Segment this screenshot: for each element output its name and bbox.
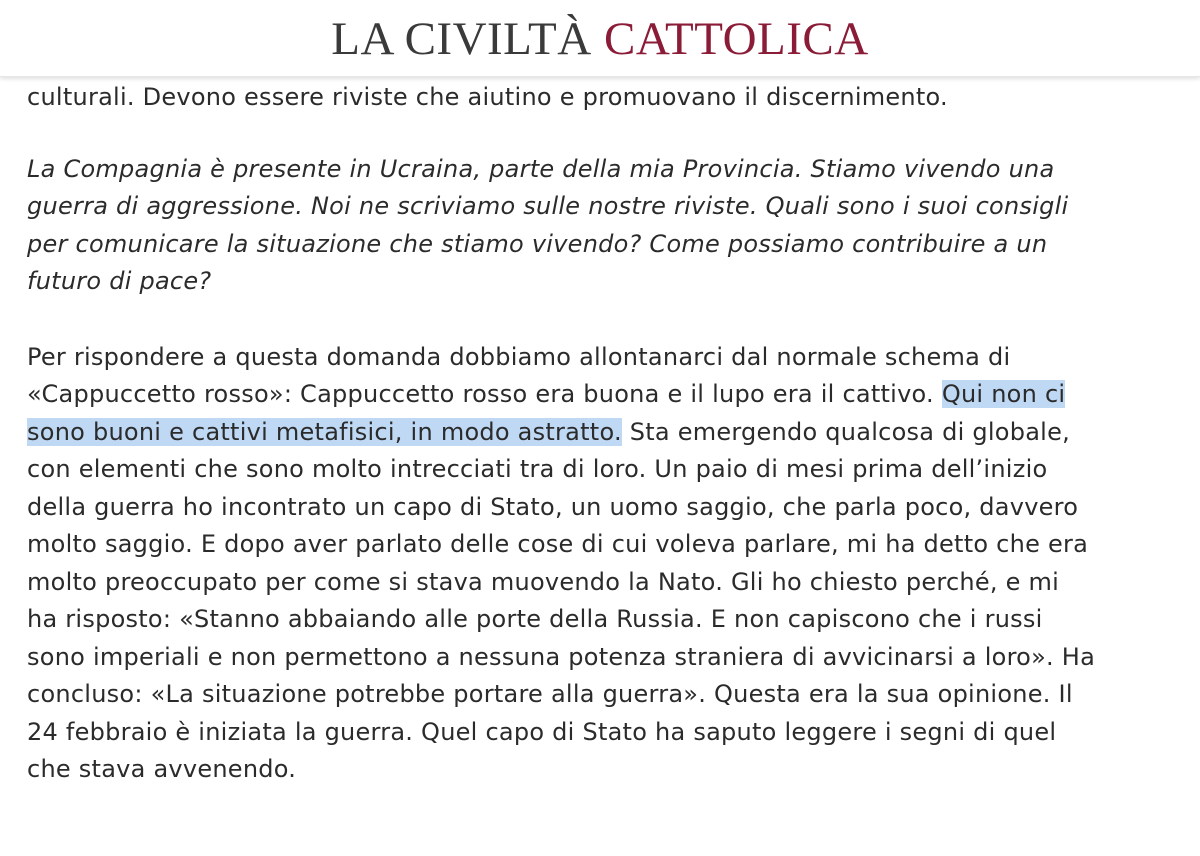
text-line: per comunicare la situazione che stiamo vivendo? Come possiamo contribuire a un <box>27 229 1048 258</box>
text-line: «Cappuccetto rosso»: Cappuccetto rosso era buona e il lupo era il cattivo. <box>27 380 942 408</box>
text-line: della guerra ho incontrato un capo di Stato, un uomo saggio, che parla poco, davvero <box>27 492 1079 521</box>
text-line: molto saggio. E dopo aver parlato delle cose di cui voleva parlare, mi ha detto che era <box>27 530 1089 558</box>
answer-paragraph <box>27 339 1187 789</box>
paragraph-1 <box>27 79 1187 117</box>
text-line: concluso: «La situazione potrebbe portare alla guerra». Questa era la sua opinione. Il <box>27 680 1073 708</box>
text-line: che stava avvenendo. <box>27 755 297 783</box>
text-line: 24 febbraio è iniziata la guerra. Quel capo di Stato ha saputo leggere i segni di quel <box>27 717 1057 746</box>
text-line: futuro di pace? <box>27 267 212 295</box>
text-line: culturali. Devono essere riviste che aiutino e promuovano il discernimento. <box>27 83 948 111</box>
highlighted-selection[interactable]: Qui non ci <box>941 380 1066 408</box>
text-line: molto preoccupato per come si stava muovendo la Nato. Gli ho chiesto perché, e mi <box>27 567 1060 596</box>
text-line: con elementi che sono molto intrecciati tra di loro. Un paio di mesi prima dell’inizio <box>27 455 1048 483</box>
text-line: Per rispondere a questa domanda dobbiamo allontanarci dal normale schema di <box>27 342 1011 371</box>
site-logo[interactable] <box>0 12 1200 66</box>
text-line: La Compagnia è presente in Ucraina, parte della mia Provincia. Stiamo vivendo una <box>27 154 1055 183</box>
text-line: sono imperiali e non permettono a nessuna potenza straniera di avvicinarsi a loro». Ha <box>27 642 1096 671</box>
logo-text-part1: LA CIVILTÀ <box>331 13 592 65</box>
question-paragraph <box>27 151 1187 301</box>
logo-text-part2: CATTOLICA <box>603 13 869 65</box>
site-header <box>0 0 1200 77</box>
article-body <box>27 76 1187 789</box>
highlighted-selection[interactable]: sono buoni e cattivi metafisici, in modo astratto. <box>27 417 622 446</box>
text-line: guerra di aggressione. Noi ne scriviamo sulle nostre riviste. Quali sono i suoi consigli <box>27 192 1069 220</box>
text-line: Sta emergendo qualcosa di globale, <box>621 417 1070 446</box>
text-line: ha risposto: «Stanno abbaiando alle porte della Russia. E non capiscono che i russi <box>27 605 1043 633</box>
